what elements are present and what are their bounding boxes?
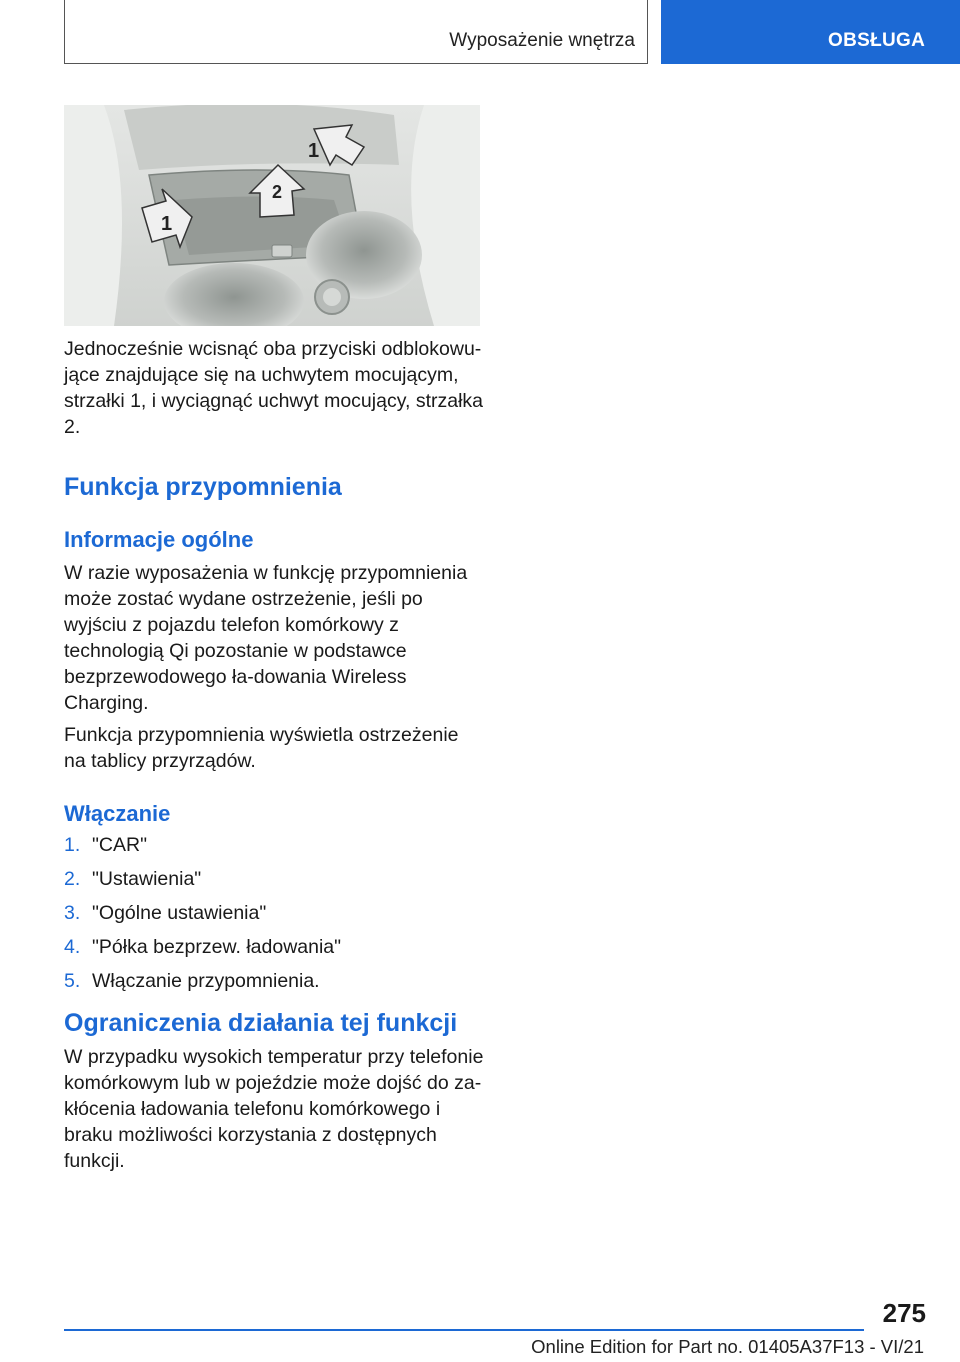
- step-number: 5.: [64, 970, 81, 992]
- section-tab: [661, 0, 960, 64]
- section-label: OBSŁUGA: [828, 30, 926, 51]
- illustration-svg: [64, 105, 480, 326]
- paragraph-limitations: W przypadku wysokich temperatur przy telefonie komórkowym lub w pojeździe może dojść do za-kłócenia ładowania telefonu komórkowego i braku możliwości korzystania z dostępnych funkcji.: [64, 1046, 484, 1172]
- svg-text:1: 1: [161, 213, 173, 235]
- chapter-title: Wyposażenie wnętrza: [449, 30, 635, 51]
- page-content: [64, 336, 484, 1174]
- heading-reminder-function: Funkcja przypomnienia: [64, 473, 342, 501]
- step-item: [64, 968, 484, 994]
- left-panel: [64, 105, 122, 326]
- step-item: [64, 866, 484, 892]
- step-item: [64, 832, 484, 858]
- paragraph-general-info: W razie wyposażenia w funkcję przypomnienia może zostać wydane ostrzeżenie, jeśli po wyjściu z pojazdu telefon komórkowy z technologią Qi pozostanie w podstawce bezprzewodowego ła-dowania Wireless Charging.: [64, 562, 468, 714]
- knob-center: [323, 288, 341, 306]
- figure-caption: Jednocześnie wcisnąć oba przyciski odblokowu-jące znajdujące się na uchwytem mocującym, strzałki 1, i wyciągnąć uchwyt mocujący, strzałka 2.: [64, 338, 484, 438]
- activation-steps: [64, 832, 484, 994]
- step-number: 4.: [64, 936, 81, 958]
- svg-text:2: 2: [272, 182, 283, 202]
- step-number: 2.: [64, 868, 81, 890]
- step-number: 3.: [64, 902, 81, 924]
- wireless-charging-tray-illustration: [64, 105, 480, 326]
- step-text: Włączanie przypomnienia.: [92, 970, 320, 992]
- header-chapter-box: [64, 0, 648, 64]
- step-item: [64, 900, 484, 926]
- heading-activation: Włączanie: [64, 801, 171, 826]
- page-number: 275: [882, 1298, 926, 1328]
- step-item: [64, 934, 484, 960]
- heading-function-limitations: Ograniczenia działania tej funkcji: [64, 1009, 458, 1037]
- step-text: "Półka bezprzew. ładowania": [92, 936, 342, 958]
- step-number: 1.: [64, 834, 81, 856]
- step-text: "Ogólne ustawienia": [92, 902, 267, 924]
- footer-rule: [64, 1329, 864, 1331]
- tray-lid: [124, 105, 399, 170]
- edition-footer: Online Edition for Part no. 01405A37F13 - VI/21: [531, 1336, 924, 1357]
- paragraph-reminder-display: Funkcja przypomnienia wyświetla ostrzeżenie na tablicy przyrządów.: [64, 724, 459, 772]
- step-text: "Ustawienia": [92, 868, 202, 890]
- heading-general-info: Informacje ogólne: [64, 527, 254, 552]
- usb-port: [272, 245, 292, 257]
- svg-text:1: 1: [308, 140, 320, 162]
- step-text: "CAR": [92, 834, 148, 856]
